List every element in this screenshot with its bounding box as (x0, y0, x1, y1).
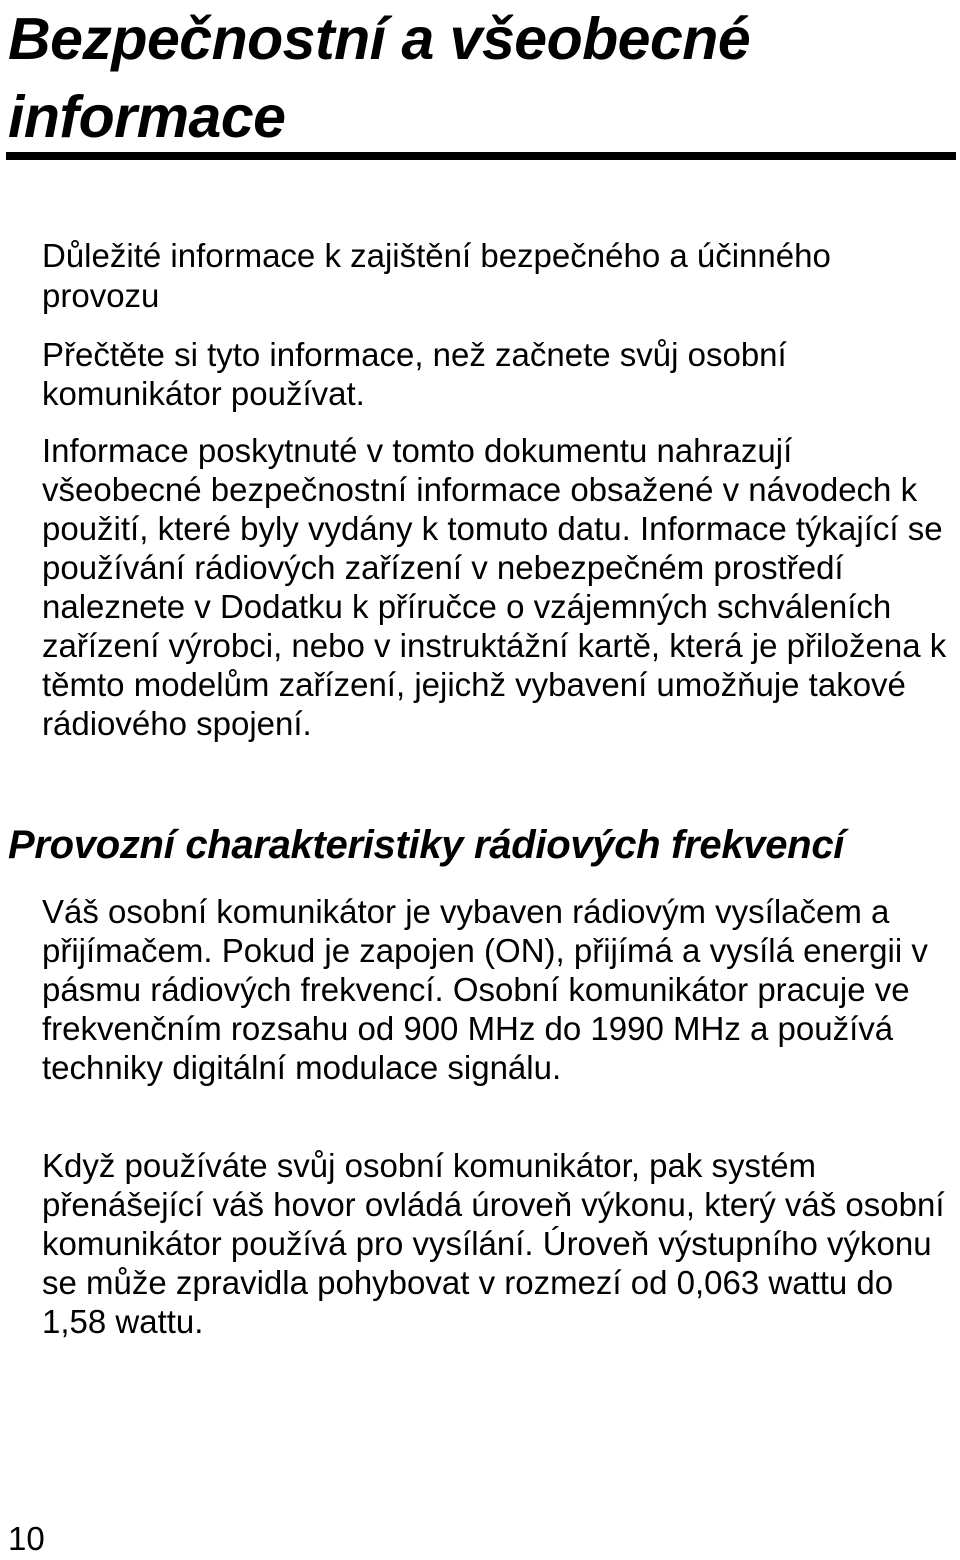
page-number: 10 (8, 1520, 45, 1557)
intro-paragraph-2: Informace poskytnuté v tomto dokumentu nahrazují všeobecné bezpečnostní informace obsažené v návodech k použití, které byly vydány k tomuto datu. Informace týkající se používání rádiových zařízení v nebezpečném prostředí naleznete v Dodatku k příručce o vzájemných schváleních zařízení výrobci, nebo v instruktážní kartě, která je přiložena k těmto modelům zařízení, jejichž vybavení umožňuje takové rádiového spojení. (42, 432, 947, 742)
section-paragraph-2: Když používáte svůj osobní komunikátor, pak systém přenášející váš hovor ovládá úroveň výkonu, který váš osobní komunikátor používá pro vysílání. Úroveň výstupního výkonu se může zpravidla pohybovat v rozmezí od 0,063 wattu do 1,58 wattu. (42, 1147, 945, 1340)
intro-paragraph-1: Přečtěte si tyto informace, než začnete svůj osobní komunikátor používat. (42, 336, 787, 412)
section-paragraph-1: Váš osobní komunikátor je vybaven rádiovým vysílačem a přijímačem. Pokud je zapojen (ON), přijímá a vysílá energii v pásmu rádiových frekvencí. Osobní komunikátor pracuje ve frekvenčním rozsahu od 900 MHz do 1990 MHz a používá techniky digitální modulace signálu. (42, 893, 928, 1086)
title-rule (6, 152, 956, 160)
intro-title: Důležité informace k zajištění bezpečného a účinného provozu (42, 237, 831, 314)
page-title: Bezpečnostní a všeobecné informace (8, 6, 751, 150)
section-heading: Provozní charakteristiky rádiových frekvencí (8, 823, 845, 867)
